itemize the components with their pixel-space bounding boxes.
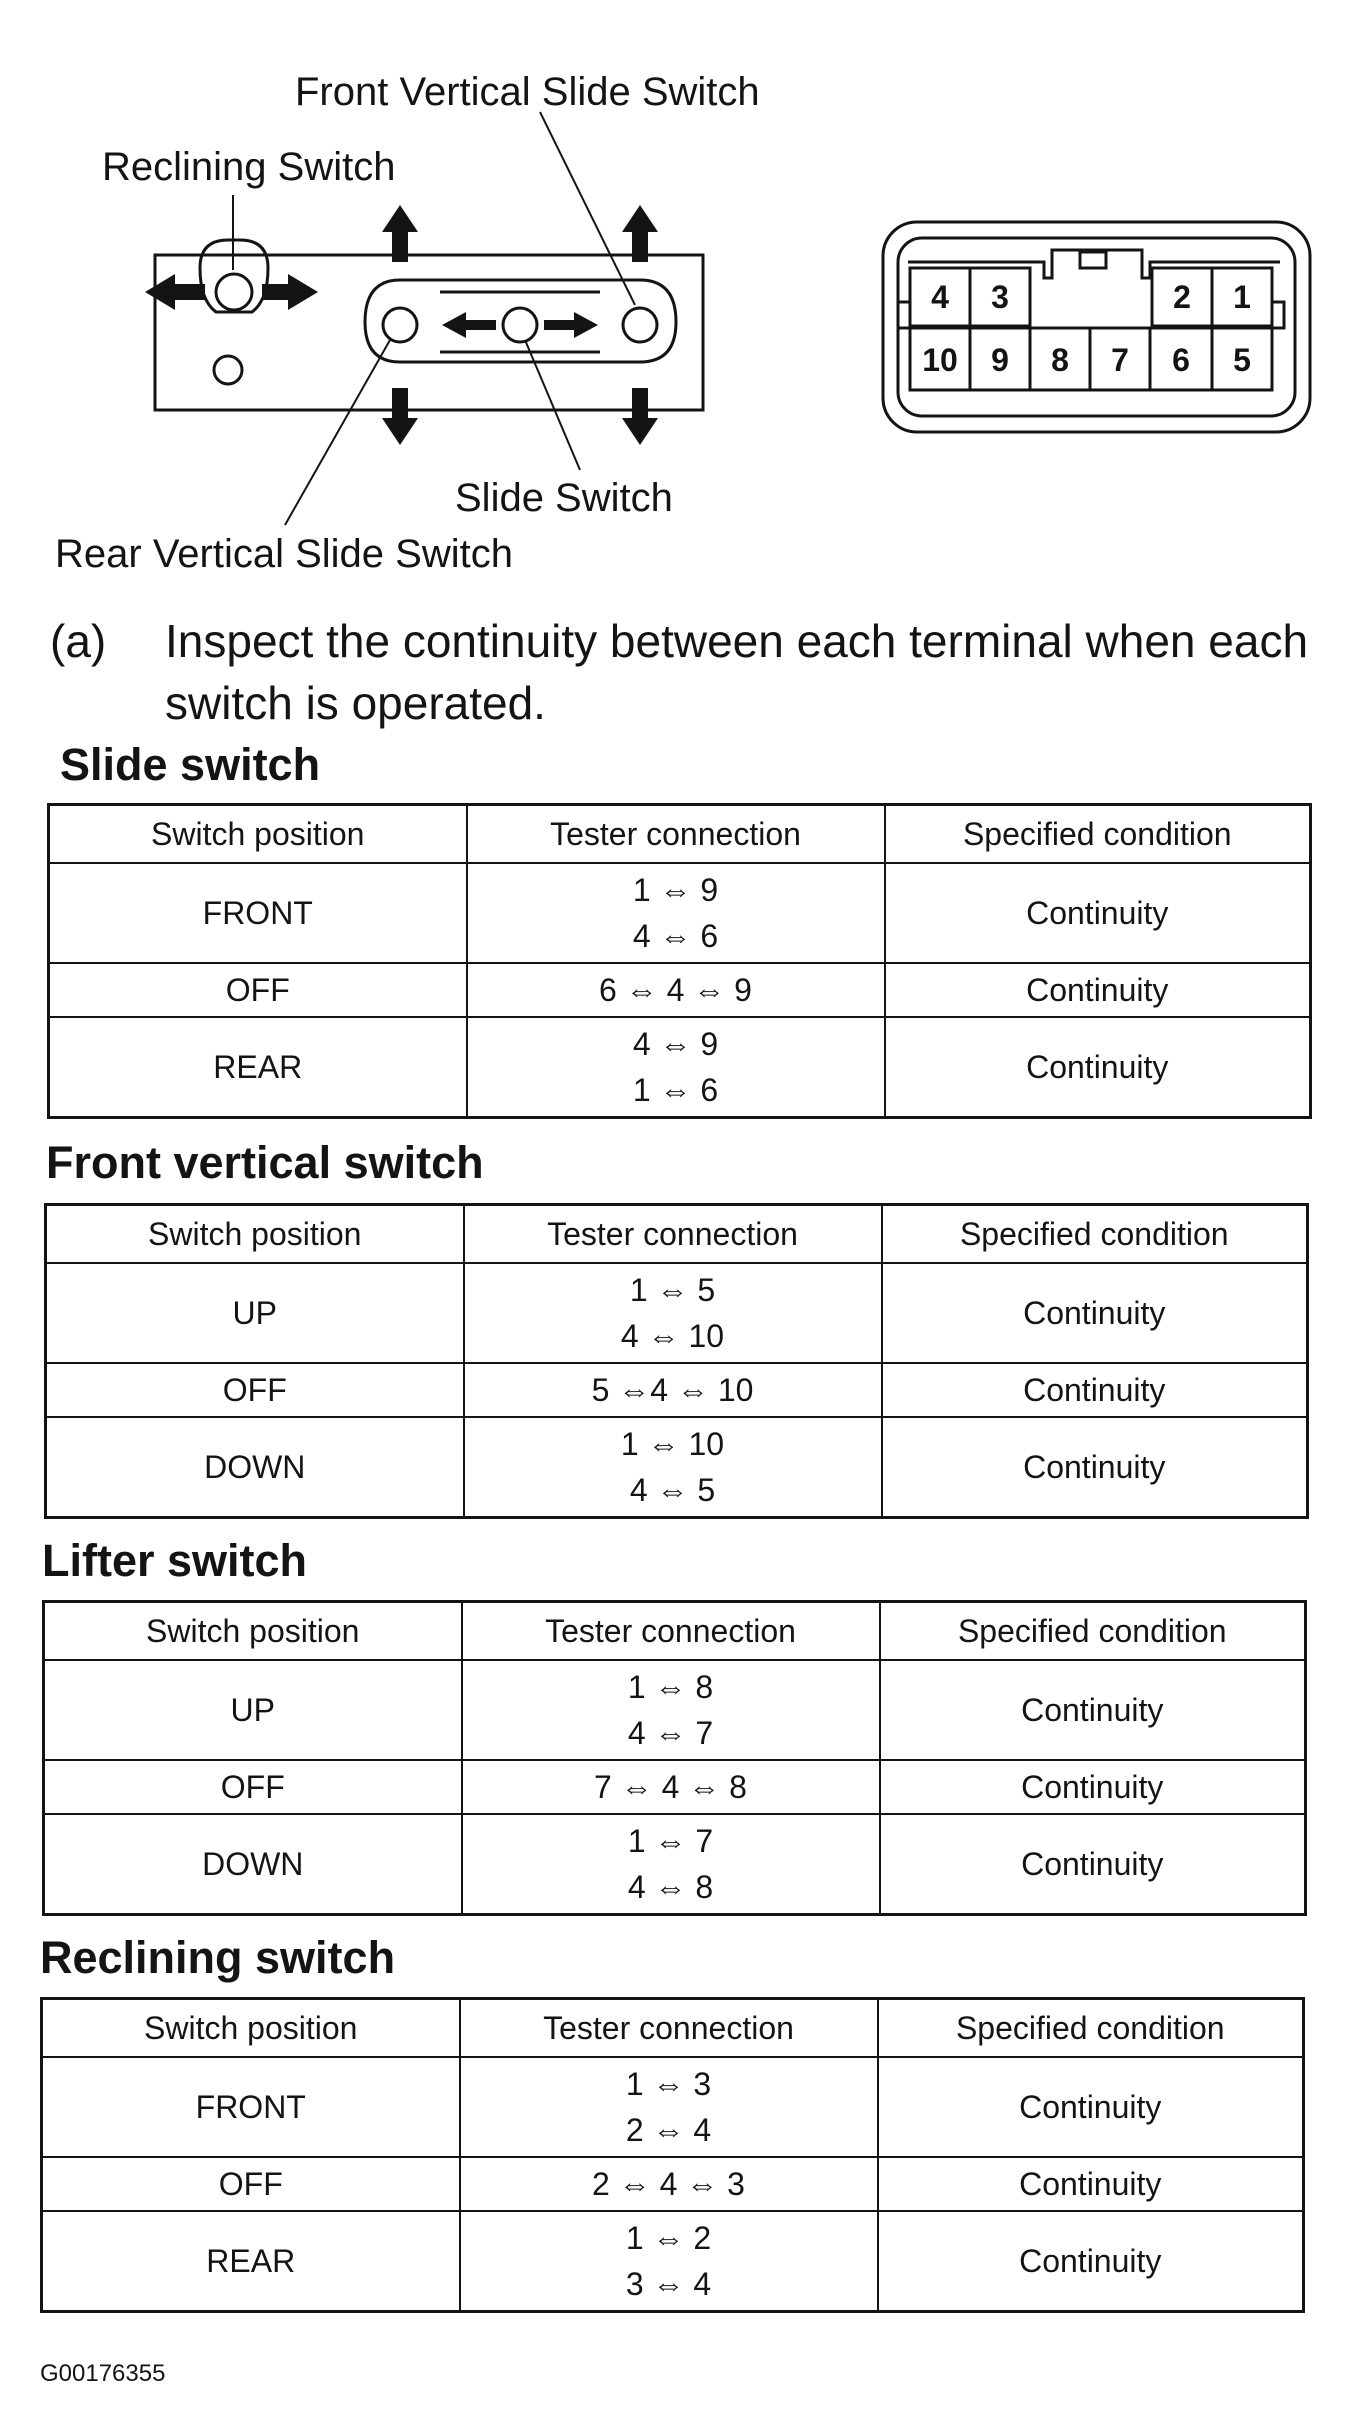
leader-front-vertical <box>540 112 635 305</box>
connection-line: 1 ⇔ 10 <box>620 1426 725 1462</box>
front-slide-hole <box>623 308 657 342</box>
connector-key-right <box>1272 302 1284 328</box>
connection-line: 1 ⇔ 2 <box>625 2220 712 2256</box>
table-header-row <box>49 805 1311 864</box>
table-row <box>42 2211 1304 2312</box>
section-title-front-vertical-switch: Front vertical switch <box>46 1137 484 1188</box>
cell-position: FRONT <box>42 2057 460 2157</box>
connection-line: 1 ⇔ 9 <box>632 872 719 908</box>
reclining-knob-hole <box>216 274 252 310</box>
pin-label: 5 <box>1233 342 1251 378</box>
cell-condition: Continuity <box>885 1017 1311 1118</box>
connector-cavity-top <box>908 250 1280 278</box>
cell-connection <box>460 2057 878 2157</box>
callout-rear-vertical-slide-switch: Rear Vertical Slide Switch <box>55 532 513 576</box>
connection-line: 4 ⇔ 6 <box>632 918 719 954</box>
callout-slide-switch: Slide Switch <box>455 476 673 520</box>
connection-line: 6 ⇔ 4 ⇔ 9 <box>599 972 752 1008</box>
header-tester-connection: Tester connection <box>467 805 885 864</box>
connection-line: 5 ⇔4 ⇔ 10 <box>591 1372 754 1408</box>
table-row <box>49 863 1311 963</box>
connection-line: 3 ⇔ 4 <box>625 2266 712 2302</box>
arrow-slide-right <box>544 312 598 338</box>
cell-connection <box>460 2211 878 2312</box>
arrow-rear-down <box>382 388 418 445</box>
connection-line: 4 ⇔ 5 <box>629 1472 716 1508</box>
slide-switch-table <box>47 803 1312 1119</box>
pin-label: 4 <box>931 279 949 315</box>
cell-condition: Continuity <box>878 2211 1304 2312</box>
cell-position: REAR <box>42 2211 460 2312</box>
pin-label: 1 <box>1233 279 1251 315</box>
connection-line: 2 ⇔ 4 ⇔ 3 <box>592 2166 745 2202</box>
cell-connection <box>462 1760 880 1814</box>
cell-connection <box>460 2157 878 2211</box>
table-row <box>49 1017 1311 1118</box>
figure-code: G00176355 <box>40 2360 166 2387</box>
section-title-slide-switch: Slide switch <box>60 739 321 790</box>
cell-position: DOWN <box>46 1417 464 1518</box>
table-row <box>44 1814 1306 1915</box>
connection-line: 4 ⇔ 10 <box>620 1318 725 1354</box>
header-specified-condition: Specified condition <box>878 1999 1304 2058</box>
table-row <box>44 1760 1306 1814</box>
cell-position: OFF <box>42 2157 460 2211</box>
cell-condition: Continuity <box>878 2157 1304 2211</box>
header-switch-position: Switch position <box>46 1205 464 1264</box>
connector-latch <box>1080 252 1106 268</box>
cell-connection <box>467 963 885 1017</box>
front-vertical-switch-table <box>44 1203 1309 1519</box>
table-header-row <box>46 1205 1308 1264</box>
cell-condition: Continuity <box>878 2057 1304 2157</box>
cell-condition: Continuity <box>880 1760 1306 1814</box>
connection-line: 1 ⇔ 3 <box>625 2066 712 2102</box>
cell-connection <box>467 863 885 963</box>
table-row <box>44 1660 1306 1760</box>
cell-position: UP <box>44 1660 462 1760</box>
header-switch-position: Switch position <box>49 805 467 864</box>
header-tester-connection: Tester connection <box>464 1205 882 1264</box>
connection-line: 2 ⇔ 4 <box>625 2112 712 2148</box>
header-specified-condition: Specified condition <box>885 805 1311 864</box>
section-title-lifter-switch: Lifter switch <box>42 1535 308 1586</box>
cell-condition: Continuity <box>882 1417 1308 1518</box>
pin-label: 7 <box>1111 342 1129 378</box>
pin-label: 9 <box>991 342 1009 378</box>
pin-label: 10 <box>922 342 958 378</box>
connection-line: 1 ⇔ 6 <box>632 1072 719 1108</box>
connection-line: 4 ⇔ 7 <box>627 1715 714 1751</box>
cell-condition: Continuity <box>885 863 1311 963</box>
header-tester-connection: Tester connection <box>462 1602 880 1661</box>
arrow-reclining-right <box>262 274 318 310</box>
leader-slide <box>525 340 580 470</box>
center-slide-hole <box>503 308 537 342</box>
arrow-rear-up <box>382 205 418 262</box>
connector-key-left <box>898 302 910 328</box>
cell-connection <box>464 1263 882 1363</box>
instruction-marker: (a) <box>50 615 107 667</box>
cell-condition: Continuity <box>880 1814 1306 1915</box>
section-title-reclining-switch: Reclining switch <box>40 1932 396 1983</box>
pin-label: 6 <box>1172 342 1190 378</box>
header-tester-connection: Tester connection <box>460 1999 878 2058</box>
table-row <box>46 1263 1308 1363</box>
lifter-switch-table <box>42 1600 1307 1916</box>
table-row <box>42 2057 1304 2157</box>
cell-position: REAR <box>49 1017 467 1118</box>
cell-position: FRONT <box>49 863 467 963</box>
cell-position: OFF <box>49 963 467 1017</box>
cell-connection <box>462 1814 880 1915</box>
header-switch-position: Switch position <box>42 1999 460 2058</box>
instruction <box>50 610 1340 734</box>
arrow-front-up <box>622 205 658 262</box>
table-row <box>46 1363 1308 1417</box>
cell-position: OFF <box>46 1363 464 1417</box>
header-specified-condition: Specified condition <box>882 1205 1308 1264</box>
cell-condition: Continuity <box>880 1660 1306 1760</box>
pin-label: 3 <box>991 279 1009 315</box>
cell-position: DOWN <box>44 1814 462 1915</box>
table-header-row <box>42 1999 1304 2058</box>
cell-connection <box>464 1417 882 1518</box>
reclining-switch-table <box>40 1997 1305 2313</box>
cell-position: OFF <box>44 1760 462 1814</box>
table-row <box>46 1417 1308 1518</box>
connection-line: 4 ⇔ 9 <box>632 1026 719 1062</box>
cell-connection <box>464 1363 882 1417</box>
cell-condition: Continuity <box>882 1363 1308 1417</box>
callout-front-vertical-slide-switch: Front Vertical Slide Switch <box>295 70 760 114</box>
callout-reclining-switch: Reclining Switch <box>102 145 396 189</box>
table-row <box>42 2157 1304 2211</box>
connection-line: 4 ⇔ 8 <box>627 1869 714 1905</box>
pin-label: 2 <box>1173 279 1191 315</box>
cell-connection <box>462 1660 880 1760</box>
connection-line: 7 ⇔ 4 ⇔ 8 <box>594 1769 747 1805</box>
reclining-knob-lower-hole <box>214 356 242 384</box>
arrow-front-down <box>622 388 658 445</box>
header-specified-condition: Specified condition <box>880 1602 1306 1661</box>
rear-slide-hole <box>383 308 417 342</box>
instruction-text: Inspect the continuity between each terminal when each switch is operated. <box>165 615 1309 729</box>
leader-rear-vertical <box>285 340 390 525</box>
table-row <box>49 963 1311 1017</box>
connection-line: 1 ⇔ 8 <box>627 1669 714 1705</box>
pin-label: 8 <box>1051 342 1069 378</box>
connector <box>883 222 1310 432</box>
cell-condition: Continuity <box>885 963 1311 1017</box>
connection-line: 1 ⇔ 5 <box>629 1272 716 1308</box>
arrow-slide-left <box>442 312 496 338</box>
cell-condition: Continuity <box>882 1263 1308 1363</box>
cell-connection <box>467 1017 885 1118</box>
cell-position: UP <box>46 1263 464 1363</box>
table-header-row <box>44 1602 1306 1661</box>
connection-line: 1 ⇔ 7 <box>627 1823 714 1859</box>
header-switch-position: Switch position <box>44 1602 462 1661</box>
